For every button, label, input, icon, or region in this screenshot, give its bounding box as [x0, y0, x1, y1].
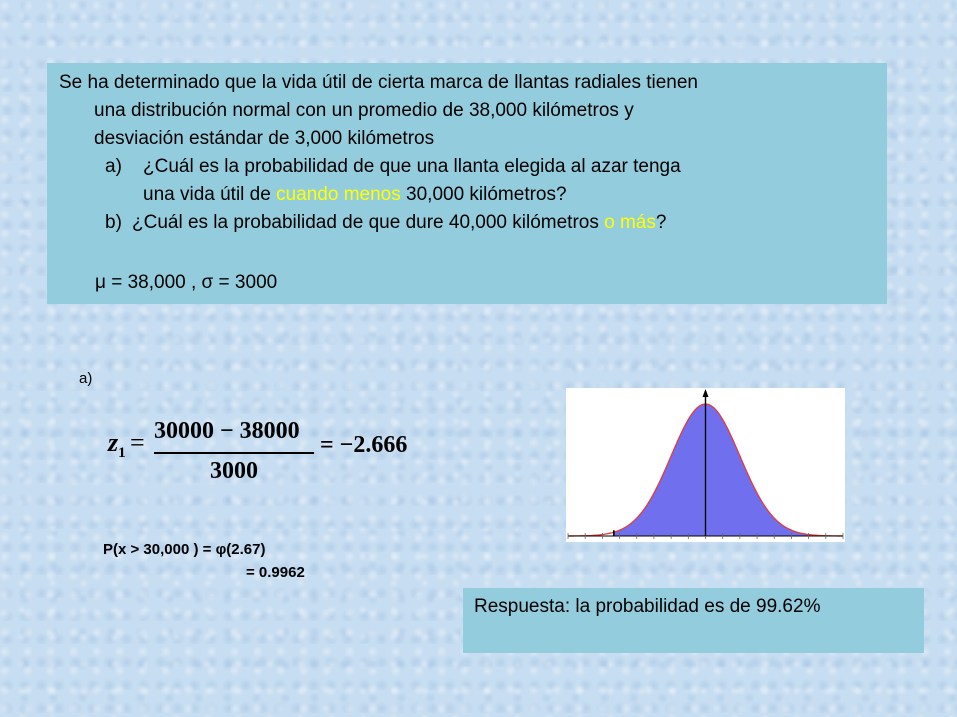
- problem-line-2: una distribución normal con un promedio de 38,000 kilómetros y: [94, 100, 634, 121]
- item-b-marker: b): [105, 212, 122, 233]
- problem-box: [47, 63, 887, 304]
- shaded-area: [614, 404, 843, 536]
- formula-variable: [108, 428, 126, 462]
- item-a-line-2: [143, 181, 567, 209]
- params-line: μ = 38,000 , σ = 3000: [95, 272, 278, 293]
- normal-curve-chart: [566, 388, 845, 542]
- item-a-marker: a): [105, 156, 122, 177]
- formula-numerator: 30000 − 38000: [154, 418, 300, 444]
- problem-line-1: Se ha determinado que la vida útil de cierta marca de llantas radiales tienen: [59, 72, 698, 93]
- answer-box: [463, 588, 924, 653]
- formula-var: z: [108, 428, 119, 457]
- answer-text: Respuesta: la probabilidad es de 99.62%: [474, 596, 821, 617]
- problem-line-3: desviación estándar de 3,000 kilómetros: [94, 128, 435, 149]
- highlight-cuando-menos: cuando menos: [276, 184, 401, 205]
- item-a-line-2-pre: una vida útil de: [143, 184, 277, 205]
- solution-label: a): [79, 370, 93, 387]
- item-a-line-1: ¿Cuál es la probabilidad de que una llanta elegida al azar tenga: [143, 156, 681, 177]
- item-b-pre: ¿Cuál es la probabilidad de que dure 40,000 kilómetros: [132, 212, 605, 233]
- item-b-post: ?: [655, 212, 667, 233]
- highlight-o-mas: o más: [604, 212, 656, 233]
- item-b-line: [132, 209, 666, 237]
- formula-result: = −2.666: [320, 432, 408, 458]
- item-a-line-2-post: 30,000 kilómetros?: [400, 184, 567, 205]
- normal-curve-svg: [566, 388, 845, 542]
- probability-line-1: P(x > 30,000 ) = φ(2.67): [103, 541, 266, 558]
- probability-line-2: = 0.9962: [246, 564, 305, 581]
- formula-denominator: 3000: [210, 458, 258, 484]
- formula-equals: =: [130, 428, 145, 457]
- formula-sub: 1: [118, 445, 126, 462]
- mean-arrow-head: [703, 389, 709, 397]
- fraction-bar: [154, 452, 314, 454]
